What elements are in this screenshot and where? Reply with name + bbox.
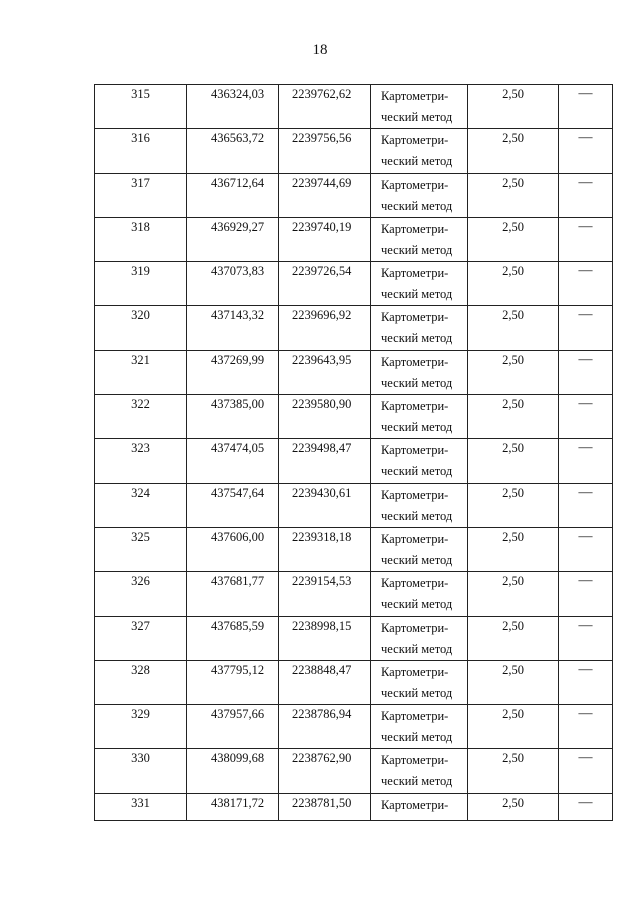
x-coordinate-cell [187, 705, 279, 749]
point-number: 330 [131, 751, 150, 766]
x-coordinate-cell [187, 439, 279, 483]
y-coordinate-cell [279, 572, 371, 616]
accuracy-cell [468, 793, 559, 820]
y-coordinate: 2239744,69 [292, 175, 352, 190]
coordinates-table [94, 84, 613, 821]
accuracy-value: 2,50 [502, 574, 524, 589]
x-coordinate-cell [187, 660, 279, 704]
point-number-cell [95, 705, 187, 749]
dash-cell [559, 262, 613, 306]
table-row [95, 85, 613, 129]
y-coordinate-cell [279, 793, 371, 820]
dash-cell [559, 527, 613, 571]
dash-mark: — [578, 617, 593, 633]
dash-cell [559, 217, 613, 261]
x-coordinate: 437385,00 [211, 397, 265, 412]
dash-mark: — [578, 307, 593, 323]
point-number: 319 [131, 264, 150, 279]
method-cell [371, 793, 468, 820]
y-coordinate: 2238998,15 [292, 618, 352, 633]
method-cell [371, 527, 468, 571]
x-coordinate-cell [187, 306, 279, 350]
y-coordinate: 2239154,53 [292, 574, 352, 589]
point-number-cell [95, 793, 187, 820]
y-coordinate-cell [279, 439, 371, 483]
y-coordinate: 2238848,47 [292, 662, 352, 677]
x-coordinate: 437957,66 [211, 707, 265, 722]
method-line-2: ческий метод [381, 774, 453, 789]
accuracy-cell [468, 262, 559, 306]
method-line-2 [371, 815, 467, 817]
accuracy-value: 2,50 [502, 529, 524, 544]
point-number-cell [95, 749, 187, 793]
method-line-1: Картометри- [381, 487, 449, 502]
y-coordinate: 2239643,95 [292, 352, 352, 367]
table-row [95, 129, 613, 173]
method-line-1: Картометри- [381, 177, 449, 192]
method-cell [371, 173, 468, 217]
table-row [95, 350, 613, 394]
method-cell [371, 129, 468, 173]
table-row [95, 306, 613, 350]
point-number-cell [95, 660, 187, 704]
point-number: 315 [131, 87, 150, 101]
point-number: 318 [131, 219, 150, 234]
method-cell [371, 439, 468, 483]
table-row [95, 793, 613, 820]
y-coordinate-cell [279, 173, 371, 217]
x-coordinate: 437681,77 [211, 574, 265, 589]
accuracy-value: 2,50 [502, 131, 524, 146]
x-coordinate-cell [187, 749, 279, 793]
method-line-2: ческий метод [381, 552, 453, 567]
method-line-2: ческий метод [381, 242, 453, 257]
method-line-2: ческий метод [381, 287, 453, 302]
method-line-2: ческий метод [381, 154, 453, 169]
dash-mark: — [578, 396, 593, 412]
x-coordinate: 437269,99 [211, 352, 265, 367]
dash-cell [559, 616, 613, 660]
x-coordinate-cell [187, 616, 279, 660]
y-coordinate: 2238781,50 [292, 795, 352, 810]
table-row [95, 527, 613, 571]
y-coordinate-cell [279, 749, 371, 793]
point-number: 322 [131, 397, 150, 412]
method-line-1: Картометри- [381, 266, 449, 281]
y-coordinate-cell [279, 217, 371, 261]
dash-cell [559, 439, 613, 483]
point-number-cell [95, 439, 187, 483]
page-number: 18 [312, 42, 328, 58]
accuracy-value: 2,50 [502, 662, 524, 677]
accuracy-cell [468, 483, 559, 527]
point-number: 324 [131, 485, 150, 500]
dash-mark: — [578, 174, 593, 190]
y-coordinate: 2238786,94 [292, 707, 352, 722]
x-coordinate-cell [187, 217, 279, 261]
method-cell [371, 660, 468, 704]
method-cell [371, 217, 468, 261]
x-coordinate: 437606,00 [211, 529, 265, 544]
method-line-1: Картометри- [381, 576, 449, 591]
point-number-cell [95, 572, 187, 616]
point-number-cell [95, 395, 187, 439]
accuracy-cell [468, 749, 559, 793]
y-coordinate: 2239696,92 [292, 308, 352, 323]
point-number-cell [95, 85, 187, 129]
accuracy-value: 2,50 [502, 707, 524, 722]
method-line-2: ческий метод [381, 198, 453, 213]
point-number-cell [95, 129, 187, 173]
y-coordinate: 2239318,18 [292, 529, 352, 544]
x-coordinate: 437547,64 [211, 485, 265, 500]
dash-cell [559, 705, 613, 749]
accuracy-cell [468, 616, 559, 660]
y-coordinate-cell [279, 262, 371, 306]
y-coordinate-cell [279, 129, 371, 173]
accuracy-cell [468, 572, 559, 616]
method-cell [371, 616, 468, 660]
point-number: 323 [131, 441, 150, 456]
method-line-1: Картометри- [381, 797, 449, 812]
y-coordinate-cell [279, 350, 371, 394]
point-number: 321 [131, 352, 150, 367]
dash-cell [559, 483, 613, 527]
y-coordinate-cell [279, 705, 371, 749]
dash-mark: — [578, 528, 593, 544]
table-row [95, 660, 613, 704]
method-line-1: Картометри- [381, 399, 449, 414]
x-coordinate-cell [187, 395, 279, 439]
x-coordinate-cell [187, 527, 279, 571]
accuracy-value: 2,50 [502, 485, 524, 500]
y-coordinate-cell [279, 306, 371, 350]
accuracy-cell [468, 217, 559, 261]
dash-cell [559, 85, 613, 129]
method-line-2: ческий метод [381, 331, 453, 346]
dash-cell [559, 129, 613, 173]
method-cell [371, 705, 468, 749]
point-number-cell [95, 616, 187, 660]
dash-mark: — [578, 484, 593, 500]
method-line-1: Картометри- [381, 443, 449, 458]
x-coordinate: 437795,12 [211, 662, 265, 677]
dash-mark: — [578, 750, 593, 766]
x-coordinate: 438099,68 [211, 751, 265, 766]
dash-cell [559, 749, 613, 793]
y-coordinate-cell [279, 660, 371, 704]
method-line-2: ческий метод [381, 597, 453, 612]
table-row [95, 616, 613, 660]
table-row [95, 749, 613, 793]
x-coordinate-cell [187, 85, 279, 129]
point-number-cell [95, 173, 187, 217]
dash-mark: — [578, 130, 593, 146]
y-coordinate-cell [279, 395, 371, 439]
accuracy-cell [468, 395, 559, 439]
method-line-2: ческий метод [381, 110, 453, 124]
table-row [95, 705, 613, 749]
x-coordinate: 437474,05 [211, 441, 265, 456]
dash-cell [559, 350, 613, 394]
method-line-1: Картометри- [381, 620, 449, 635]
x-coordinate-cell [187, 572, 279, 616]
dash-cell [559, 173, 613, 217]
dash-cell [559, 306, 613, 350]
table-row [95, 483, 613, 527]
table-row [95, 395, 613, 439]
dash-cell [559, 660, 613, 704]
method-line-2: ческий метод [381, 375, 453, 390]
method-cell [371, 395, 468, 439]
point-number-cell [95, 217, 187, 261]
accuracy-cell [468, 527, 559, 571]
coordinates-table-body [95, 85, 613, 821]
point-number: 328 [131, 662, 150, 677]
accuracy-cell [468, 705, 559, 749]
y-coordinate-cell [279, 483, 371, 527]
point-number-cell [95, 483, 187, 527]
accuracy-value: 2,50 [502, 441, 524, 456]
method-line-2: ческий метод [381, 641, 453, 656]
method-cell [371, 483, 468, 527]
dash-mark: — [578, 351, 593, 367]
accuracy-cell [468, 306, 559, 350]
dash-mark: — [578, 86, 593, 101]
x-coordinate-cell [187, 173, 279, 217]
accuracy-cell [468, 173, 559, 217]
point-number: 327 [131, 618, 150, 633]
table-row [95, 439, 613, 483]
table-row [95, 217, 613, 261]
accuracy-value: 2,50 [502, 308, 524, 323]
point-number: 331 [131, 795, 150, 810]
y-coordinate-cell [279, 527, 371, 571]
point-number-cell [95, 350, 187, 394]
accuracy-cell [468, 129, 559, 173]
accuracy-cell [468, 350, 559, 394]
method-line-1: Картометри- [381, 354, 449, 369]
method-line-2: ческий метод [381, 420, 453, 435]
method-line-1: Картометри- [381, 310, 449, 325]
method-line-1: Картометри- [381, 89, 449, 103]
point-number-cell [95, 527, 187, 571]
method-cell [371, 85, 468, 129]
point-number: 317 [131, 175, 150, 190]
y-coordinate: 2239762,62 [292, 87, 352, 101]
method-line-2: ческий метод [381, 730, 453, 745]
point-number-cell [95, 306, 187, 350]
y-coordinate: 2239756,56 [292, 131, 352, 146]
dash-mark: — [578, 440, 593, 456]
dash-cell [559, 793, 613, 820]
y-coordinate: 2239740,19 [292, 219, 352, 234]
table-row [95, 262, 613, 306]
accuracy-value: 2,50 [502, 618, 524, 633]
x-coordinate: 436324,03 [211, 87, 265, 101]
accuracy-value: 2,50 [502, 219, 524, 234]
point-number: 326 [131, 574, 150, 589]
method-cell [371, 749, 468, 793]
x-coordinate-cell [187, 129, 279, 173]
point-number: 325 [131, 529, 150, 544]
method-line-1: Картометри- [381, 709, 449, 724]
accuracy-value: 2,50 [502, 175, 524, 190]
point-number: 329 [131, 707, 150, 722]
method-line-2: ческий метод [381, 508, 453, 523]
method-line-1: Картометри- [381, 753, 449, 768]
y-coordinate-cell [279, 616, 371, 660]
y-coordinate: 2239430,61 [292, 485, 352, 500]
x-coordinate: 437143,32 [211, 308, 265, 323]
point-number-cell [95, 262, 187, 306]
method-line-2: ческий метод [381, 685, 453, 700]
accuracy-value: 2,50 [502, 87, 524, 101]
accuracy-value: 2,50 [502, 352, 524, 367]
x-coordinate: 437685,59 [211, 618, 265, 633]
table-row [95, 572, 613, 616]
y-coordinate: 2238762,90 [292, 751, 352, 766]
method-cell [371, 306, 468, 350]
accuracy-value: 2,50 [502, 751, 524, 766]
point-number: 316 [131, 131, 150, 146]
dash-mark: — [578, 661, 593, 677]
x-coordinate: 436712,64 [211, 175, 265, 190]
x-coordinate-cell [187, 262, 279, 306]
point-number: 320 [131, 308, 150, 323]
x-coordinate-cell [187, 793, 279, 820]
dash-cell [559, 395, 613, 439]
accuracy-value: 2,50 [502, 264, 524, 279]
method-cell [371, 350, 468, 394]
dash-mark: — [578, 263, 593, 279]
method-line-1: Картометри- [381, 664, 449, 679]
accuracy-cell [468, 85, 559, 129]
x-coordinate-cell [187, 483, 279, 527]
x-coordinate-cell [187, 350, 279, 394]
dash-cell [559, 572, 613, 616]
y-coordinate: 2239726,54 [292, 264, 352, 279]
accuracy-value: 2,50 [502, 397, 524, 412]
method-cell [371, 572, 468, 616]
method-line-1: Картометри- [381, 221, 449, 236]
x-coordinate: 438171,72 [211, 795, 265, 810]
method-cell [371, 262, 468, 306]
table-row [95, 173, 613, 217]
x-coordinate: 436929,27 [211, 219, 265, 234]
dash-mark: — [578, 706, 593, 722]
x-coordinate: 437073,83 [211, 264, 265, 279]
dash-mark: — [578, 794, 593, 810]
dash-mark: — [578, 218, 593, 234]
method-line-2: ческий метод [381, 464, 453, 479]
y-coordinate-cell [279, 85, 371, 129]
method-line-1: Картометри- [381, 531, 449, 546]
accuracy-cell [468, 660, 559, 704]
y-coordinate: 2239580,90 [292, 397, 352, 412]
y-coordinate: 2239498,47 [292, 441, 352, 456]
method-line-1: Картометри- [381, 133, 449, 148]
x-coordinate: 436563,72 [211, 131, 265, 146]
accuracy-cell [468, 439, 559, 483]
accuracy-value: 2,50 [502, 795, 524, 810]
dash-mark: — [578, 573, 593, 589]
